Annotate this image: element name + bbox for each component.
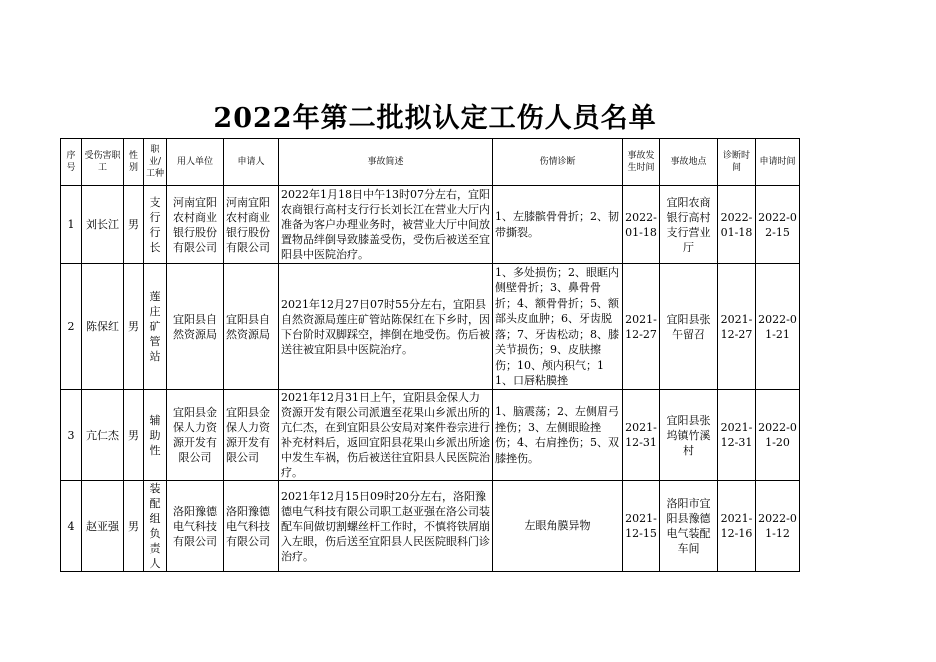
cell-summary: 2022年1月18日中午13时07分左右，宜阳农商银行高村支行行长刘长江在营业大厅内准备为客户办理业务时，被营业大厅中间放置物品绊倒导致膝盖受伤，受伤后被送至宜阳县中医院治疗。 (279, 186, 493, 264)
cell-applicant: 宜阳县金保人力资源开发有限公司 (224, 390, 279, 481)
cell-employer: 河南宜阳农村商业银行股份有限公司 (167, 186, 224, 264)
header-diagnosis-time: 诊断时间 (718, 139, 756, 186)
cell-diagnosis-time: 2021-12-27 (718, 264, 756, 390)
cell-diagnosis: 左眼角膜异物 (493, 481, 623, 572)
header-seq: 序号 (61, 139, 82, 186)
header-applicant: 申请人 (224, 139, 279, 186)
cell-employer: 宜阳县金保人力资源开发有限公司 (167, 390, 224, 481)
table-row (61, 390, 800, 481)
cell-diagnosis: 1、脑震荡；2、左侧眉弓挫伤；3、左侧眼睑挫伤；4、右肩挫伤；5、双膝挫伤。 (493, 390, 623, 481)
table-row (61, 481, 800, 572)
cell-gender: 男 (124, 481, 144, 572)
cell-name: 亢仁杰 (82, 390, 124, 481)
cell-employer: 洛阳豫德电气科技有限公司 (167, 481, 224, 572)
cell-accident-time: 2021-12-27 (623, 264, 660, 390)
cell-diagnosis: 1、多处损伤；2、眼眶内侧壁骨折；3、鼻骨骨折；4、额骨骨折；5、额部头皮血肿；6、牙齿脱落；7、牙齿松动；8、膝关节损伤；9、皮肤擦伤；10、颅内积气；11、口唇粘膜挫 (493, 264, 623, 390)
cell-gender: 男 (124, 264, 144, 390)
page-title: 2022年第二批拟认定工伤人员名单 (213, 103, 657, 134)
cell-summary: 2021年12月31日上午，宜阳县金保人力资源开发有限公司派遣至花果山乡派出所的亢仁杰，在到宜阳县公安局对案件卷宗进行补充材料后，返回宜阳县花果山乡派出所途中发生车祸，伤后被送往宜阳县人民医院治疗。 (279, 390, 493, 481)
cell-name: 刘长江 (82, 186, 124, 264)
table-row (61, 264, 800, 390)
cell-accident-place: 洛阳市宜阳县豫德电气装配车间 (660, 481, 718, 572)
cell-applicant: 河南宜阳农村商业银行股份有限公司 (224, 186, 279, 264)
cell-accident-place: 宜阳县张坞镇竹溪村 (660, 390, 718, 481)
cell-accident-time: 2021-12-31 (623, 390, 660, 481)
header-apply-time: 申请时间 (756, 139, 800, 186)
cell-occupation: 支行行长 (144, 186, 167, 264)
cell-name: 赵亚强 (82, 481, 124, 572)
cell-seq: 3 (61, 390, 82, 481)
header-row (61, 139, 800, 186)
cell-applicant: 宜阳县自然资源局 (224, 264, 279, 390)
cell-employer: 宜阳县自然资源局 (167, 264, 224, 390)
cell-diagnosis-time: 2022-01-18 (718, 186, 756, 264)
cell-seq: 2 (61, 264, 82, 390)
cell-summary: 2021年12月27日07时55分左右，宜阳县自然资源局莲庄矿管站陈保红在下乡时，因下台阶时双脚踩空，摔倒在地受伤。伤后被送往被宜阳县中医院治疗。 (279, 264, 493, 390)
cell-occupation: 装配组负责人 (144, 481, 167, 572)
cell-occupation: 辅助性 (144, 390, 167, 481)
header-accident-place: 事故地点 (660, 139, 718, 186)
cell-apply-time: 2022-02-15 (756, 186, 800, 264)
cell-diagnosis-time: 2021-12-16 (718, 481, 756, 572)
header-occupation: 职业/工种 (144, 139, 167, 186)
cell-diagnosis: 1、左膝髌骨骨折；2、韧带撕裂。 (493, 186, 623, 264)
cell-diagnosis-time: 2021-12-31 (718, 390, 756, 481)
cell-apply-time: 2022-01-20 (756, 390, 800, 481)
table-row (61, 186, 800, 264)
cell-occupation: 莲庄矿管站 (144, 264, 167, 390)
cell-seq: 4 (61, 481, 82, 572)
header-summary: 事故简述 (279, 139, 493, 186)
header-gender: 性别 (124, 139, 144, 186)
cell-gender: 男 (124, 390, 144, 481)
cell-accident-time: 2021-12-15 (623, 481, 660, 572)
cell-apply-time: 2022-01-21 (756, 264, 800, 390)
header-accident-time: 事故发生时间 (623, 139, 660, 186)
cell-seq: 1 (61, 186, 82, 264)
cell-name: 陈保红 (82, 264, 124, 390)
header-diagnosis: 伤情诊断 (493, 139, 623, 186)
cell-accident-time: 2022-01-18 (623, 186, 660, 264)
cell-accident-place: 宜阳农商银行高村支行营业厅 (660, 186, 718, 264)
cell-apply-time: 2022-01-12 (756, 481, 800, 572)
cell-gender: 男 (124, 186, 144, 264)
cell-summary: 2021年12月15日09时20分左右，洛阳豫德电气科技有限公司职工赵亚强在洛公司装配车间做切割螺丝杆工作时，不慎将铁屑崩入左眼，伤后送至宜阳县人民医院眼科门诊治疗。 (279, 481, 493, 572)
injury-roster-table (60, 138, 800, 572)
header-employer: 用人单位 (167, 139, 224, 186)
cell-accident-place: 宜阳县张午留召 (660, 264, 718, 390)
header-name: 受伤害职工 (82, 139, 124, 186)
cell-applicant: 洛阳豫德电气科技有限公司 (224, 481, 279, 572)
